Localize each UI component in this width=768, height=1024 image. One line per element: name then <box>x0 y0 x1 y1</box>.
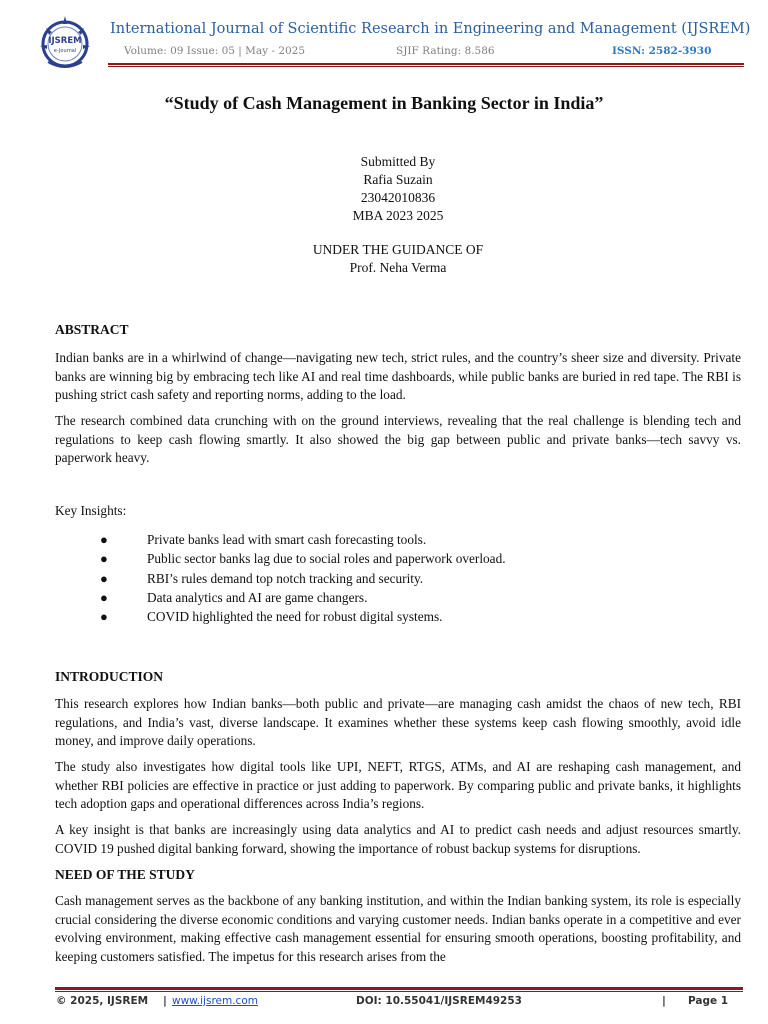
bullet-icon: ● <box>100 609 108 625</box>
volume-info: Volume: 09 Issue: 05 | May - 2025 <box>124 45 306 57</box>
bullet-icon: ● <box>100 551 108 567</box>
ijsrem-logo <box>34 14 96 70</box>
bullet-icon: ● <box>100 589 108 605</box>
footer-separator: | <box>662 995 666 1007</box>
submitted-by-label: Submitted By <box>360 154 436 169</box>
header-divider-thin <box>108 66 744 67</box>
journal-title: International Journal of Scientific Research in Engineering and Management (IJSREM) <box>110 21 751 37</box>
program: MBA 2023 2025 <box>352 208 444 223</box>
key-insights-label: Key Insights: <box>55 503 127 518</box>
paper-title: “Study of Cash Management in Banking Sector in India” <box>164 93 604 113</box>
roll-number: 23042010836 <box>360 190 436 205</box>
introduction-paragraph-2: The study also investigates how digital tools like UPI, NEFT, RTGS, ATMs, and AI are reshaping cash management, and whether RBI policies are effective in practice or just adding to paperwork. By comparing public and private banks, it highlights tech adoption gaps and operational differences across India’s regions. <box>55 759 741 811</box>
bullet-icon: ● <box>100 532 108 547</box>
guidance-block <box>0 241 768 277</box>
footer-separator: | <box>163 995 167 1007</box>
list-item: ● Private banks lead with smart cash forecasting tools. <box>100 530 506 549</box>
svg-text:e-Journal: e-Journal <box>53 48 77 54</box>
footer-copyright: © 2025, IJSREM <box>56 995 149 1007</box>
issn: ISSN: 2582-3930 <box>612 45 712 57</box>
list-item: ● RBI’s rules demand top notch tracking and security. <box>100 569 506 588</box>
guide-name: Prof. Neha Verma <box>349 260 447 275</box>
author-name: Rafia Suzain <box>363 172 433 187</box>
page-number: Page 1 <box>688 995 729 1007</box>
list-item: ● Data analytics and AI are game changers. <box>100 588 506 607</box>
list-item: ● Public sector banks lag due to social roles and paperwork overload. <box>100 549 506 568</box>
abstract-paragraph-1: Indian banks are in a whirlwind of change—navigating new tech, strict rules, and the country’s sheer size and diversity. Private banks are winning big by embracing tech like AI and real time dashboards, while public banks are buried in red tape. The RBI is pushing strict cash safety and reporting norms, adding to the load. <box>55 350 741 402</box>
key-insights-list <box>100 530 506 626</box>
sjif-rating: SJIF Rating: 8.586 <box>396 45 495 57</box>
bullet-icon: ● <box>100 570 108 586</box>
abstract-heading: ABSTRACT <box>55 322 129 337</box>
guidance-label: UNDER THE GUIDANCE OF <box>312 242 484 257</box>
introduction-paragraph-3: A key insight is that banks are increasingly using data analytics and AI to predict cash needs and adjust resources smartly. COVID 19 pushed digital banking forward, showing the importance of robust backup systems for disruptions. <box>55 822 741 856</box>
footer-divider-thin <box>55 991 743 992</box>
footer-divider <box>55 987 743 990</box>
need-of-study-paragraph: Cash management serves as the backbone of any banking institution, and within the Indian banking system, its role is especially crucial considering the diverse economic conditions and varying customer needs. Indian banks operate in a competitive and ever evolving environment, making effective cash management essential for ensuring smooth operations, boosting profitability, and keeping customers satisfied. The impetus for this research arises from the <box>55 893 741 964</box>
footer-website-link[interactable]: www.ijsrem.com <box>172 995 258 1007</box>
list-item: ● COVID highlighted the need for robust digital systems. <box>100 607 506 626</box>
footer-doi: DOI: 10.55041/IJSREM49253 <box>356 995 522 1007</box>
abstract-paragraph-2: The research combined data crunching with on the ground interviews, revealing that the real challenge is blending tech and regulations to keep cash flowing smartly. It also showed the big gap between public and private banks—tech savvy vs. paperwork heavy. <box>55 413 741 465</box>
need-of-study-heading: NEED OF THE STUDY <box>55 867 195 882</box>
introduction-heading: INTRODUCTION <box>55 669 164 684</box>
introduction-paragraph-1: This research explores how Indian banks—both public and private—are managing cash amidst the chaos of new tech, RBI regulations, and India’s vast, diverse landscape. It examines whether these systems keep cash flowing smoothly, avoid idle money, and improve daily operations. <box>55 696 741 748</box>
header-divider <box>108 63 744 65</box>
svg-text:IJSREM: IJSREM <box>48 36 82 46</box>
journal-header <box>0 0 768 70</box>
author-block <box>0 153 768 225</box>
